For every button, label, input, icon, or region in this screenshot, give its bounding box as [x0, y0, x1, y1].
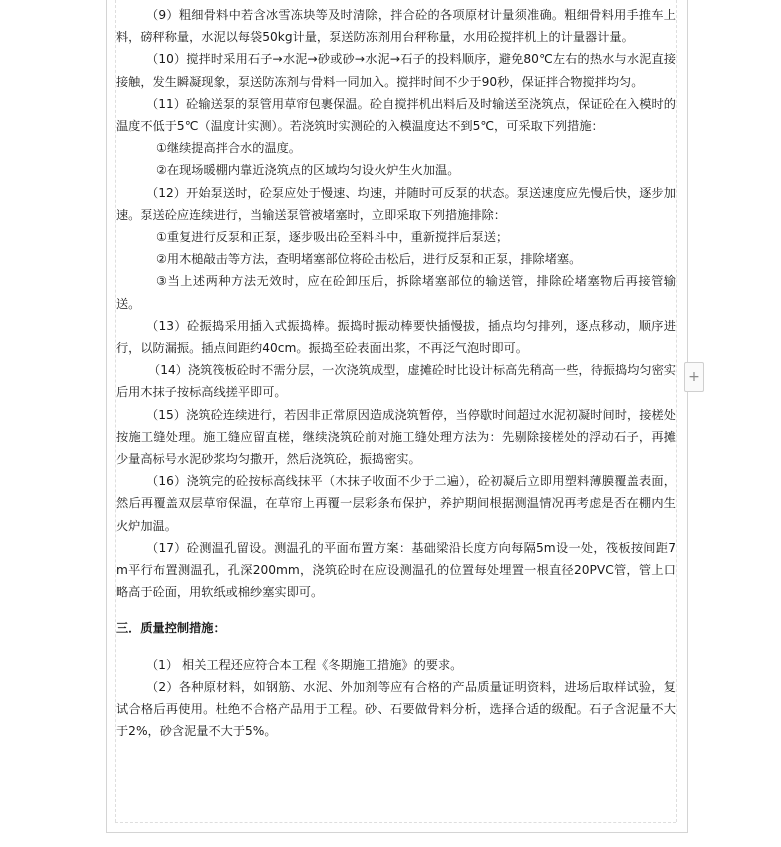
paragraph-16: （16）浇筑完的砼按标高线抹平（木抹子收面不少于二遍），砼初凝后立即用塑料薄膜覆盖表面，然后再覆盖双层草帘保温，在草帘上再覆一层彩条布保护，养护期间根据测温情况再考虑是否在棚内生火炉加温。: [116, 474, 676, 533]
measure-item: ②在现场暖棚内靠近浇筑点的区域均匀设火炉生火加温。: [156, 163, 460, 178]
paragraph-12: （12）开始泵送时，砼泵应处于慢速、均速，并随时可反泵的状态。泵送速度应先慢后快，逐步加速。泵送砼应连续进行，当输送泵管被堵塞时，立即采取下列措施排除：: [116, 185, 676, 222]
paragraph-13: （13）砼振捣采用插入式振捣棒。振捣时振动棒要快插慢拔，插点均匀排列，逐点移动，顺序进行，以防漏振。插点间距约40cm。振捣至砼表面出浆，不再泛气泡时即可。: [116, 318, 676, 356]
paragraph-11: （11）砼输送泵的泵管用草帘包裹保温。砼自搅拌机出料后及时输送至浇筑点，保证砼在入模时的温度不低于5℃（温度计实测）。若浇筑时实测砼的入模温度达不到5℃，可采取下列措施：: [116, 96, 676, 134]
margin-guide-right: [676, 0, 677, 822]
paragraph-9: （9）粗细骨料中若含冰雪冻块等及时清除，拌合砼的各项原材计量须准确。粗细骨料用手推车上料，磅秤称量，水泥以每袋50kg计量，泵送防冻剂用台秤称量，水用砼搅拌机上的计量器计量。: [116, 8, 676, 45]
quality-item-2: （2）各种原材料，如钢筋、水泥、外加剂等应有合格的产品质量证明资料，进场后取样试验，复试合格后再使用。杜绝不合格产品用于工程。砂、石要做骨料分析，选择合适的级配。石子含泥量不大于2%，砂含泥量不大于5%。: [116, 679, 676, 739]
measure-item: ①重复进行反泵和正泵，逐步吸出砼至料斗中，重新搅拌后泵送；: [156, 230, 509, 245]
paragraph-10: （10）搅拌时采用石子→水泥→砂或砂→水泥→石子的投料顺序，避免80℃左右的热水与水泥直接接触，发生瞬凝现象，泵送防冻剂与骨料一同加入。搅拌时间不少于90秒，保证拌合物搅拌均匀。: [116, 52, 676, 89]
section-heading: 三．质量控制措施：: [116, 621, 226, 636]
quality-item-1: （1） 相关工程还应符合本工程《冬期施工措施》的要求。: [146, 657, 463, 672]
measure-item: ②用木槌敲击等方法，查明堵塞部位将砼击松后，进行反泵和正泵，排除堵塞。: [156, 252, 582, 267]
document-body: [116, 4, 676, 743]
measure-item: ③当上述两种方法无效时，应在砼卸压后，拆除堵塞部位的输送管，排除砼堵塞物后再接管输送。: [116, 274, 676, 311]
paragraph-15: （15）浇筑砼连续进行，若因非正常原因造成浇筑暂停，当停歇时间超过水泥初凝时间时，接槎处按施工缝处理。施工缝应留直槎，继续浇筑砼前对施工缝处理方法为：先剔除接槎处的浮动石子，再摊少量高标号水泥砂浆均匀撒开，然后浇筑砼，振捣密实。: [116, 407, 676, 467]
margin-guide-bottom: [115, 822, 676, 823]
add-button[interactable]: +: [684, 362, 704, 392]
paragraph-17: （17）砼测温孔留设。测温孔的平面布置方案：基础梁沿长度方向每隔5m设一处，筏板按间距7m平行布置测温孔，孔深200mm，浇筑砼时在应设测温孔的位置每处埋置一根直径20PVC管，管上口略高于砼面，用软纸或棉纱塞实即可。: [116, 540, 676, 600]
measure-item: ①继续提高拌合水的温度。: [156, 141, 301, 156]
paragraph-14: （14）浇筑筏板砼时不需分层，一次浇筑成型，虚摊砼时比设计标高先稍高一些，待振捣均匀密实后用木抹子按标高线搓平即可。: [116, 363, 676, 400]
